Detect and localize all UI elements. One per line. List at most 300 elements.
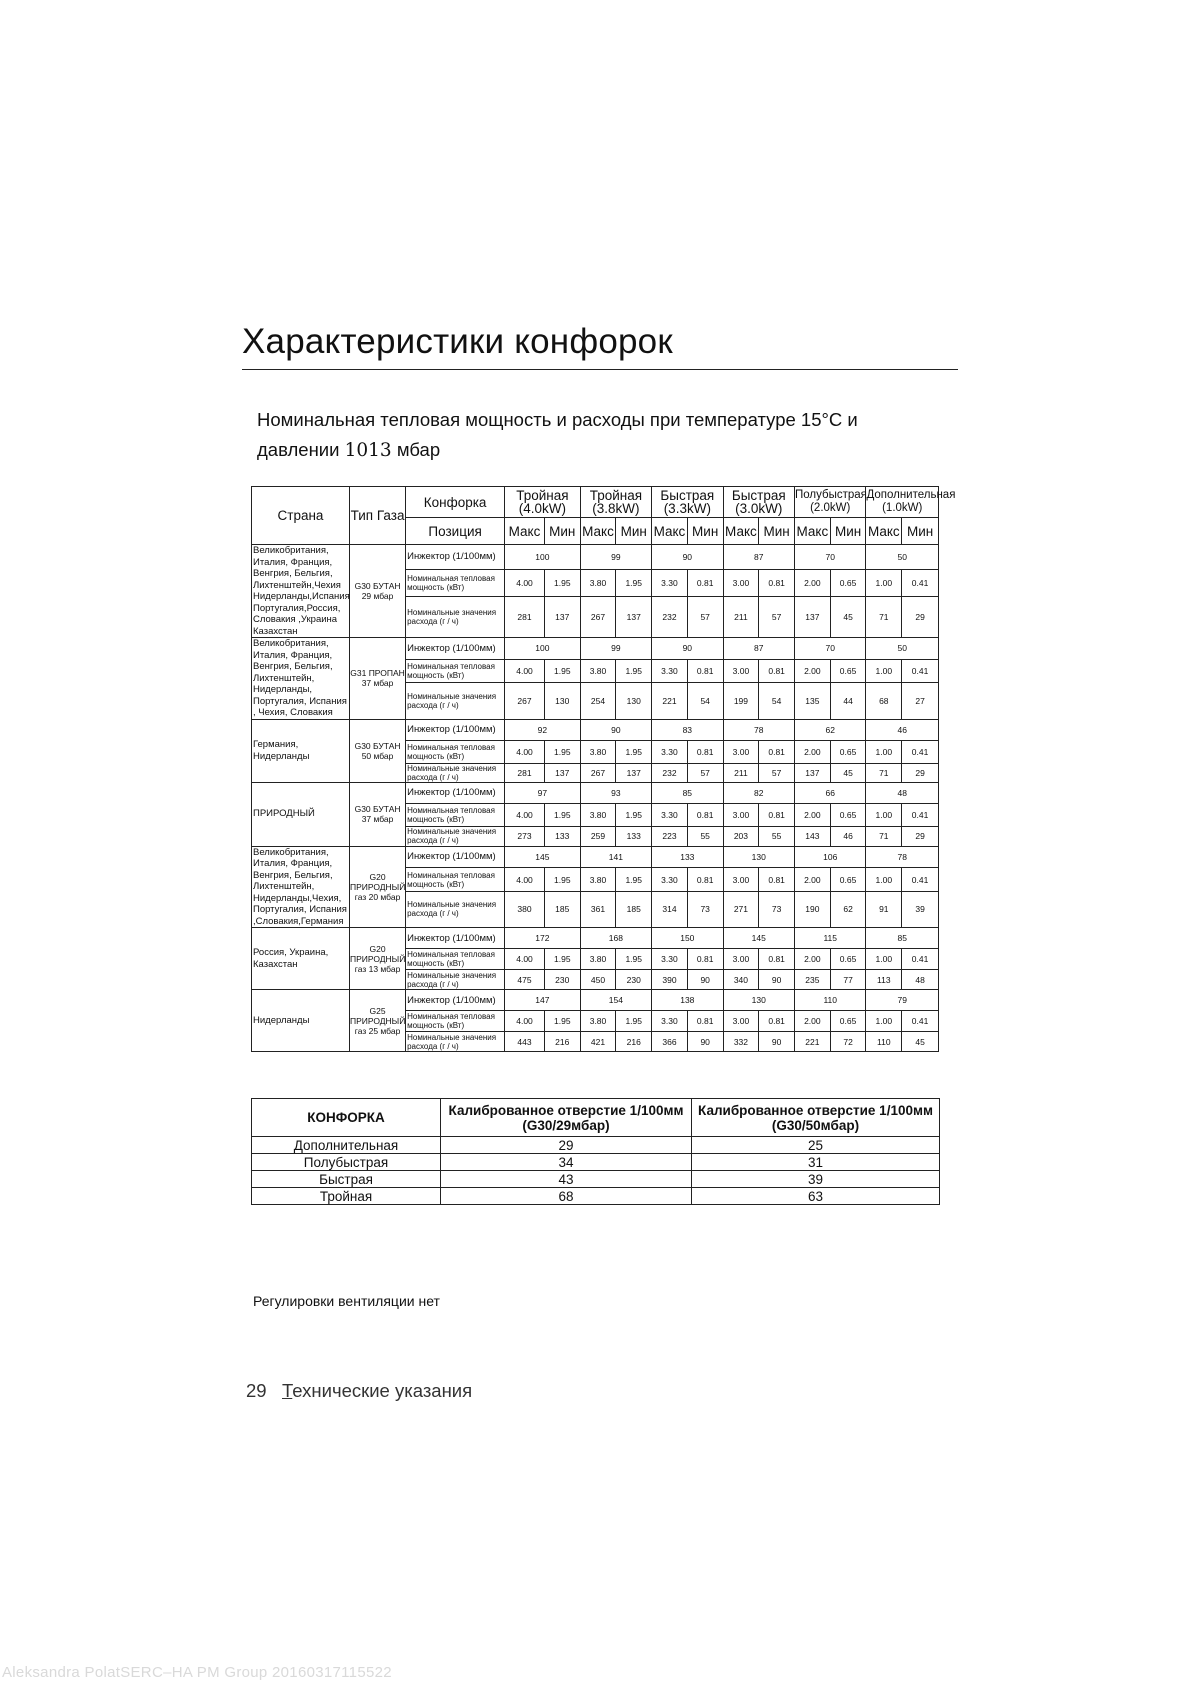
injector-row bbox=[252, 990, 939, 1011]
header-min: Мин bbox=[616, 518, 652, 545]
header-min: Мин bbox=[902, 518, 939, 545]
country-cell: Нидерланды bbox=[252, 990, 350, 1052]
consumption-value: 77 bbox=[830, 970, 866, 990]
position-power: Номинальная тепловая мощность (кВт) bbox=[406, 659, 505, 683]
power-value: 0.81 bbox=[687, 949, 723, 970]
consumption-value: 135 bbox=[795, 683, 831, 719]
power-value: 0.81 bbox=[759, 569, 795, 596]
power-value: 0.41 bbox=[902, 803, 939, 826]
power-value: 1.00 bbox=[866, 868, 902, 892]
consumption-value: 57 bbox=[687, 596, 723, 637]
calib-value: 25 bbox=[692, 1137, 940, 1154]
power-value: 0.41 bbox=[902, 868, 939, 892]
calib-header-29: Калиброванное отверстие 1/100мм (G30/29мбар) bbox=[441, 1099, 692, 1137]
position-consumption: Номинальные значения расхода (г / ч) bbox=[406, 683, 505, 719]
power-value: 3.30 bbox=[652, 740, 688, 763]
injector-value: 46 bbox=[866, 719, 939, 740]
consumption-value: 314 bbox=[652, 891, 688, 927]
injector-value: 99 bbox=[580, 545, 651, 570]
consumption-value: 29 bbox=[902, 596, 939, 637]
consumption-value: 90 bbox=[687, 970, 723, 990]
consumption-value: 29 bbox=[902, 763, 939, 782]
consumption-value: 137 bbox=[544, 763, 580, 782]
injector-value: 147 bbox=[505, 990, 581, 1011]
gas-type-cell: G30 БУТАН 29 мбар bbox=[349, 545, 405, 638]
power-value: 1.95 bbox=[544, 868, 580, 892]
power-value: 2.00 bbox=[795, 868, 831, 892]
injector-value: 100 bbox=[505, 545, 581, 570]
intro-line2b: мбар bbox=[396, 439, 441, 460]
power-value: 4.00 bbox=[505, 740, 545, 763]
position-power: Номинальная тепловая мощность (кВт) bbox=[406, 868, 505, 892]
header-max: Макс bbox=[866, 518, 902, 545]
injector-row bbox=[252, 638, 939, 660]
consumption-value: 71 bbox=[866, 763, 902, 782]
header-min: Мин bbox=[544, 518, 580, 545]
power-value: 3.80 bbox=[580, 740, 616, 763]
position-consumption: Номинальные значения расхода (г / ч) bbox=[406, 596, 505, 637]
power-value: 2.00 bbox=[795, 1011, 831, 1032]
consumption-value: 475 bbox=[505, 970, 545, 990]
power-value: 3.30 bbox=[652, 803, 688, 826]
intro-line2a: давлении bbox=[257, 439, 340, 460]
consumption-value: 230 bbox=[616, 970, 652, 990]
injector-value: 92 bbox=[505, 719, 581, 740]
ventilation-note: Регулировки вентиляции нет bbox=[253, 1293, 440, 1309]
power-value: 0.41 bbox=[902, 740, 939, 763]
power-value: 0.81 bbox=[687, 803, 723, 826]
position-injector: Инжектор (1/100мм) bbox=[406, 782, 505, 803]
calib-burner-name: Тройная bbox=[252, 1188, 441, 1205]
consumption-value: 54 bbox=[759, 683, 795, 719]
power-value: 4.00 bbox=[505, 803, 545, 826]
header-position: Позиция bbox=[406, 518, 505, 545]
injector-value: 85 bbox=[652, 782, 723, 803]
consumption-value: 39 bbox=[902, 891, 939, 927]
position-consumption: Номинальные значения расхода (г / ч) bbox=[406, 826, 505, 846]
gas-type-cell: G20 ПРИРОДНЫЙ газ 13 мбар bbox=[349, 928, 405, 990]
consumption-value: 137 bbox=[616, 763, 652, 782]
consumption-value: 443 bbox=[505, 1032, 545, 1052]
power-value: 2.00 bbox=[795, 949, 831, 970]
header-burner-name: Полубыстрая (2.0kW) bbox=[795, 487, 866, 518]
consumption-value: 232 bbox=[652, 763, 688, 782]
power-value: 0.81 bbox=[687, 569, 723, 596]
consumption-value: 230 bbox=[544, 970, 580, 990]
consumption-value: 72 bbox=[830, 1032, 866, 1052]
position-injector: Инжектор (1/100мм) bbox=[406, 846, 505, 868]
consumption-value: 113 bbox=[866, 970, 902, 990]
header-burner-name: Тройная (4.0kW) bbox=[505, 487, 581, 518]
power-value: 3.30 bbox=[652, 659, 688, 683]
consumption-value: 137 bbox=[795, 763, 831, 782]
power-value: 0.41 bbox=[902, 1011, 939, 1032]
power-value: 0.65 bbox=[830, 868, 866, 892]
position-consumption: Номинальные значения расхода (г / ч) bbox=[406, 970, 505, 990]
calib-row bbox=[252, 1154, 940, 1171]
consumption-value: 203 bbox=[723, 826, 759, 846]
power-value: 3.00 bbox=[723, 868, 759, 892]
injector-value: 78 bbox=[866, 846, 939, 868]
power-value: 3.30 bbox=[652, 1011, 688, 1032]
power-value: 0.65 bbox=[830, 659, 866, 683]
intro-line1a: Номинальная тепловая мощность и расходы при bbox=[257, 409, 681, 430]
country-cell: Великобритания, Италия, Франция, Венгрия, Бельгия, Лихтенштейн, Нидерланды,Чехия, Португалия, Испания ,Словакия,Германия bbox=[252, 846, 350, 928]
position-consumption: Номинальные значения расхода (г / ч) bbox=[406, 891, 505, 927]
power-value: 3.00 bbox=[723, 740, 759, 763]
gas-type-cell: G30 БУТАН 37 мбар bbox=[349, 782, 405, 846]
consumption-value: 271 bbox=[723, 891, 759, 927]
consumption-value: 55 bbox=[759, 826, 795, 846]
injector-value: 130 bbox=[723, 846, 794, 868]
power-value: 1.00 bbox=[866, 803, 902, 826]
consumption-value: 421 bbox=[580, 1032, 616, 1052]
consumption-value: 137 bbox=[616, 596, 652, 637]
power-value: 3.00 bbox=[723, 569, 759, 596]
consumption-value: 54 bbox=[687, 683, 723, 719]
consumption-value: 57 bbox=[687, 763, 723, 782]
injector-value: 79 bbox=[866, 990, 939, 1011]
power-value: 0.65 bbox=[830, 740, 866, 763]
injector-value: 50 bbox=[866, 638, 939, 660]
calibrated-orifice-table bbox=[251, 1098, 940, 1205]
power-value: 1.00 bbox=[866, 1011, 902, 1032]
calib-header-50: Калиброванное отверстие 1/100мм (G30/50мбар) bbox=[692, 1099, 940, 1137]
consumption-value: 133 bbox=[544, 826, 580, 846]
power-value: 4.00 bbox=[505, 868, 545, 892]
consumption-value: 380 bbox=[505, 891, 545, 927]
consumption-value: 273 bbox=[505, 826, 545, 846]
consumption-value: 216 bbox=[616, 1032, 652, 1052]
power-value: 1.95 bbox=[616, 803, 652, 826]
power-value: 1.00 bbox=[866, 949, 902, 970]
power-value: 0.65 bbox=[830, 803, 866, 826]
consumption-value: 137 bbox=[795, 596, 831, 637]
country-cell: Россия, Украина, Казахстан bbox=[252, 928, 350, 990]
header-max: Макс bbox=[505, 518, 545, 545]
header-gas: Тип Газа bbox=[349, 487, 405, 545]
consumption-value: 90 bbox=[759, 1032, 795, 1052]
power-value: 1.95 bbox=[544, 740, 580, 763]
injector-value: 87 bbox=[723, 638, 794, 660]
consumption-value: 133 bbox=[616, 826, 652, 846]
injector-value: 141 bbox=[580, 846, 651, 868]
power-value: 3.00 bbox=[723, 803, 759, 826]
header-max: Макс bbox=[795, 518, 831, 545]
power-value: 0.81 bbox=[759, 1011, 795, 1032]
power-value: 3.80 bbox=[580, 1011, 616, 1032]
power-value: 3.30 bbox=[652, 569, 688, 596]
consumption-value: 185 bbox=[544, 891, 580, 927]
power-value: 3.30 bbox=[652, 949, 688, 970]
injector-value: 93 bbox=[580, 782, 651, 803]
consumption-value: 27 bbox=[902, 683, 939, 719]
header-burner-name: Быстрая (3.0kW) bbox=[723, 487, 794, 518]
country-cell: ПРИРОДНЫЙ bbox=[252, 782, 350, 846]
consumption-value: 45 bbox=[830, 763, 866, 782]
watermark: Aleksandra PolatSERC–HA PM Group 20160317115522 bbox=[2, 1664, 392, 1681]
power-value: 1.95 bbox=[616, 868, 652, 892]
injector-value: 85 bbox=[866, 928, 939, 949]
power-value: 3.80 bbox=[580, 868, 616, 892]
consumption-value: 130 bbox=[616, 683, 652, 719]
position-injector: Инжектор (1/100мм) bbox=[406, 928, 505, 949]
power-value: 3.30 bbox=[652, 868, 688, 892]
consumption-value: 57 bbox=[759, 596, 795, 637]
title-underline bbox=[242, 369, 958, 370]
intro-line1b: температуре 15°С и bbox=[685, 409, 858, 430]
gas-type-cell: G31 ПРОПАН 37 мбар bbox=[349, 638, 405, 720]
power-value: 1.00 bbox=[866, 659, 902, 683]
burner-specs-table bbox=[251, 486, 956, 1052]
consumption-value: 90 bbox=[687, 1032, 723, 1052]
injector-value: 145 bbox=[723, 928, 794, 949]
injector-row bbox=[252, 928, 939, 949]
calib-value: 34 bbox=[441, 1154, 692, 1171]
position-consumption: Номинальные значения расхода (г / ч) bbox=[406, 763, 505, 782]
power-value: 1.95 bbox=[544, 949, 580, 970]
injector-value: 154 bbox=[580, 990, 651, 1011]
power-value: 3.00 bbox=[723, 949, 759, 970]
injector-value: 70 bbox=[795, 545, 866, 570]
country-cell: Германия, Нидерланды bbox=[252, 719, 350, 782]
power-value: 2.00 bbox=[795, 569, 831, 596]
power-value: 2.00 bbox=[795, 803, 831, 826]
power-value: 1.00 bbox=[866, 740, 902, 763]
power-value: 3.80 bbox=[580, 659, 616, 683]
power-value: 0.81 bbox=[687, 1011, 723, 1032]
consumption-value: 254 bbox=[580, 683, 616, 719]
gas-type-cell: G20 ПРИРОДНЫЙ газ 20 мбар bbox=[349, 846, 405, 928]
page-footer bbox=[246, 1380, 472, 1402]
position-power: Номинальная тепловая мощность (кВт) bbox=[406, 803, 505, 826]
injector-value: 78 bbox=[723, 719, 794, 740]
consumption-value: 73 bbox=[759, 891, 795, 927]
header-max: Макс bbox=[723, 518, 759, 545]
injector-value: 115 bbox=[795, 928, 866, 949]
calib-value: 29 bbox=[441, 1137, 692, 1154]
power-value: 0.81 bbox=[759, 803, 795, 826]
gas-type-cell: G25 ПРИРОДНЫЙ газ 25 мбар bbox=[349, 990, 405, 1052]
injector-value: 90 bbox=[580, 719, 651, 740]
power-value: 0.81 bbox=[759, 868, 795, 892]
power-value: 4.00 bbox=[505, 1011, 545, 1032]
consumption-value: 221 bbox=[795, 1032, 831, 1052]
consumption-value: 190 bbox=[795, 891, 831, 927]
header-burner-name: Дополнительная (1.0kW) bbox=[866, 487, 939, 518]
calib-row bbox=[252, 1188, 940, 1205]
consumption-value: 332 bbox=[723, 1032, 759, 1052]
injector-row bbox=[252, 782, 939, 803]
calib-value: 39 bbox=[692, 1171, 940, 1188]
calib-row bbox=[252, 1171, 940, 1188]
consumption-value: 62 bbox=[830, 891, 866, 927]
power-value: 1.95 bbox=[544, 803, 580, 826]
injector-value: 97 bbox=[505, 782, 581, 803]
page-number: 29 bbox=[246, 1380, 267, 1401]
power-value: 2.00 bbox=[795, 740, 831, 763]
header-max: Макс bbox=[580, 518, 616, 545]
power-value: 4.00 bbox=[505, 949, 545, 970]
consumption-value: 235 bbox=[795, 970, 831, 990]
injector-value: 110 bbox=[795, 990, 866, 1011]
consumption-value: 450 bbox=[580, 970, 616, 990]
injector-value: 106 bbox=[795, 846, 866, 868]
power-value: 1.95 bbox=[616, 659, 652, 683]
position-power: Номинальная тепловая мощность (кВт) bbox=[406, 740, 505, 763]
header-burner: Конфорка bbox=[406, 487, 505, 518]
consumption-value: 390 bbox=[652, 970, 688, 990]
consumption-value: 340 bbox=[723, 970, 759, 990]
injector-value: 66 bbox=[795, 782, 866, 803]
consumption-value: 281 bbox=[505, 596, 545, 637]
injector-value: 130 bbox=[723, 990, 794, 1011]
injector-value: 145 bbox=[505, 846, 581, 868]
consumption-value: 267 bbox=[505, 683, 545, 719]
header-max: Макс bbox=[652, 518, 688, 545]
injector-value: 100 bbox=[505, 638, 581, 660]
header-min: Мин bbox=[759, 518, 795, 545]
consumption-value: 361 bbox=[580, 891, 616, 927]
calib-value: 43 bbox=[441, 1171, 692, 1188]
consumption-value: 45 bbox=[902, 1032, 939, 1052]
power-value: 0.65 bbox=[830, 949, 866, 970]
power-value: 0.81 bbox=[759, 740, 795, 763]
consumption-value: 216 bbox=[544, 1032, 580, 1052]
footer-initial: Т bbox=[282, 1380, 293, 1401]
consumption-value: 110 bbox=[866, 1032, 902, 1052]
header-burner-name: Тройная (3.8kW) bbox=[580, 487, 651, 518]
consumption-value: 267 bbox=[580, 763, 616, 782]
injector-value: 133 bbox=[652, 846, 723, 868]
power-value: 3.80 bbox=[580, 569, 616, 596]
position-power: Номинальная тепловая мощность (кВт) bbox=[406, 949, 505, 970]
power-value: 0.41 bbox=[902, 659, 939, 683]
position-power: Номинальная тепловая мощность (кВт) bbox=[406, 1011, 505, 1032]
position-injector: Инжектор (1/100мм) bbox=[406, 545, 505, 570]
consumption-value: 55 bbox=[687, 826, 723, 846]
position-injector: Инжектор (1/100мм) bbox=[406, 719, 505, 740]
injector-row bbox=[252, 545, 939, 570]
consumption-value: 199 bbox=[723, 683, 759, 719]
calib-burner-name: Дополнительная bbox=[252, 1137, 441, 1154]
power-value: 4.00 bbox=[505, 659, 545, 683]
consumption-value: 221 bbox=[652, 683, 688, 719]
intro-text bbox=[257, 405, 947, 466]
consumption-value: 267 bbox=[580, 596, 616, 637]
calib-value: 31 bbox=[692, 1154, 940, 1171]
power-value: 0.81 bbox=[687, 740, 723, 763]
injector-value: 82 bbox=[723, 782, 794, 803]
header-min: Мин bbox=[687, 518, 723, 545]
consumption-value: 281 bbox=[505, 763, 545, 782]
power-value: 1.95 bbox=[544, 1011, 580, 1032]
page-title: Характеристики конфорок bbox=[242, 322, 673, 361]
consumption-value: 185 bbox=[616, 891, 652, 927]
injector-value: 70 bbox=[795, 638, 866, 660]
injector-value: 83 bbox=[652, 719, 723, 740]
consumption-value: 211 bbox=[723, 763, 759, 782]
consumption-value: 48 bbox=[902, 970, 939, 990]
power-value: 1.95 bbox=[616, 569, 652, 596]
injector-value: 87 bbox=[723, 545, 794, 570]
power-value: 3.00 bbox=[723, 1011, 759, 1032]
injector-value: 48 bbox=[866, 782, 939, 803]
power-value: 0.65 bbox=[830, 1011, 866, 1032]
consumption-value: 44 bbox=[830, 683, 866, 719]
power-value: 1.00 bbox=[866, 569, 902, 596]
calib-burner-name: Полубыстрая bbox=[252, 1154, 441, 1171]
consumption-value: 29 bbox=[902, 826, 939, 846]
injector-value: 90 bbox=[652, 545, 723, 570]
intro-pressure: 1013 bbox=[344, 440, 392, 461]
power-value: 2.00 bbox=[795, 659, 831, 683]
position-injector: Инжектор (1/100мм) bbox=[406, 990, 505, 1011]
country-cell: Великобритания, Италия, Франция, Венгрия, Бельгия, Лихтенштейн, Нидерланды, Португалия, Испания , Чехия, Словакия bbox=[252, 638, 350, 720]
power-value: 3.80 bbox=[580, 949, 616, 970]
consumption-value: 73 bbox=[687, 891, 723, 927]
injector-value: 62 bbox=[795, 719, 866, 740]
injector-value: 172 bbox=[505, 928, 581, 949]
calib-value: 68 bbox=[441, 1188, 692, 1205]
injector-value: 50 bbox=[866, 545, 939, 570]
power-value: 3.80 bbox=[580, 803, 616, 826]
power-value: 0.41 bbox=[902, 949, 939, 970]
power-value: 1.95 bbox=[616, 949, 652, 970]
power-value: 1.95 bbox=[616, 740, 652, 763]
consumption-value: 71 bbox=[866, 826, 902, 846]
position-consumption: Номинальные значения расхода (г / ч) bbox=[406, 1032, 505, 1052]
injector-value: 150 bbox=[652, 928, 723, 949]
consumption-value: 143 bbox=[795, 826, 831, 846]
calib-burner-name: Быстрая bbox=[252, 1171, 441, 1188]
consumption-value: 223 bbox=[652, 826, 688, 846]
consumption-value: 366 bbox=[652, 1032, 688, 1052]
injector-row bbox=[252, 846, 939, 868]
consumption-value: 45 bbox=[830, 596, 866, 637]
header-burner-name: Быстрая (3.3kW) bbox=[652, 487, 723, 518]
header-min: Мин bbox=[830, 518, 866, 545]
consumption-value: 91 bbox=[866, 891, 902, 927]
injector-row bbox=[252, 719, 939, 740]
consumption-value: 71 bbox=[866, 596, 902, 637]
power-value: 0.81 bbox=[687, 868, 723, 892]
injector-value: 90 bbox=[652, 638, 723, 660]
power-value: 0.81 bbox=[759, 949, 795, 970]
power-value: 3.00 bbox=[723, 659, 759, 683]
footer-section: ехнические указания bbox=[292, 1380, 473, 1401]
consumption-value: 259 bbox=[580, 826, 616, 846]
country-cell: Великобритания, Италия, Франция, Венгрия, Бельгия, Лихтенштейн,Чехия Нидерланды,Испания Португалия,Россия, Словакия ,Украина Казахстан bbox=[253, 545, 350, 637]
consumption-value: 46 bbox=[830, 826, 866, 846]
power-value: 1.95 bbox=[616, 1011, 652, 1032]
injector-value: 168 bbox=[580, 928, 651, 949]
consumption-value: 57 bbox=[759, 763, 795, 782]
consumption-value: 68 bbox=[866, 683, 902, 719]
calib-row bbox=[252, 1137, 940, 1154]
power-value: 1.95 bbox=[544, 659, 580, 683]
injector-value: 99 bbox=[580, 638, 651, 660]
consumption-value: 211 bbox=[723, 596, 759, 637]
position-power: Номинальная тепловая мощность (кВт) bbox=[406, 569, 505, 596]
position-injector: Инжектор (1/100мм) bbox=[406, 638, 505, 660]
gas-type-cell: G30 БУТАН 50 мбар bbox=[349, 719, 405, 782]
power-value: 0.41 bbox=[902, 569, 939, 596]
consumption-value: 232 bbox=[652, 596, 688, 637]
power-value: 1.95 bbox=[544, 569, 580, 596]
power-value: 4.00 bbox=[505, 569, 545, 596]
power-value: 0.81 bbox=[687, 659, 723, 683]
